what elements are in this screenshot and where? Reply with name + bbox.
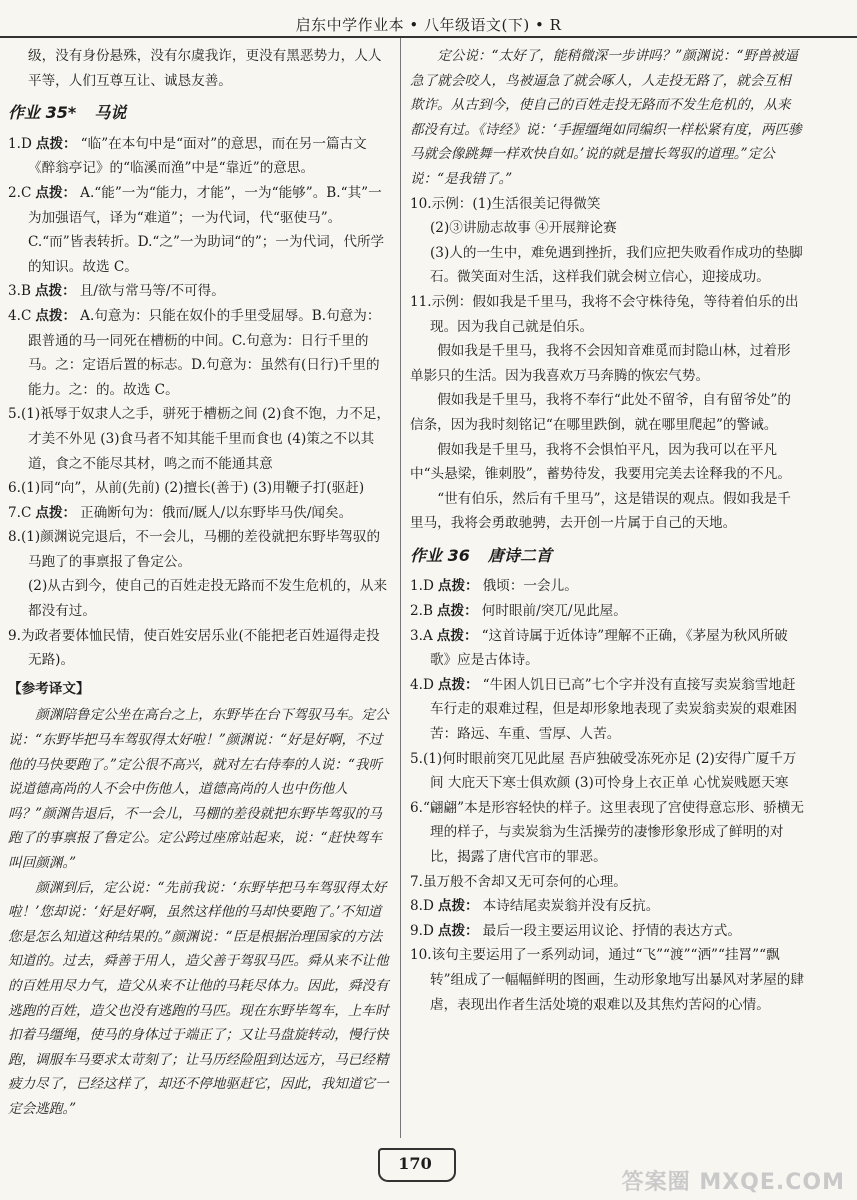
answer-text: 最后一段主要运用议论、抒情的表达方式。 (482, 922, 741, 939)
answer-item (410, 599, 804, 624)
answer-number: 3.B (8, 283, 31, 300)
answer-text: (3)人的一生中，难免遇到挫折，我们应把失败看作成功的垫脚石。微笑面对生活，这样我们就会树立信心，迎接成功。 (430, 244, 803, 286)
answer-text: 虽万般不舍却又无可奈何的心理。 (422, 873, 627, 890)
answer-item (410, 870, 804, 895)
answer-number: 9. (8, 627, 21, 644)
hint-label: 点拨： (35, 504, 77, 521)
answer-text: (1)祇辱于奴隶人之手，骈死于槽枥之间 (2)食不饱，力不足，才美不外见 (3)食马者不知其能千里而食也 (4)策之不以其道，食之不能尽其材，鸣之而不能通其意 (20, 406, 391, 472)
answer-text: (1)同“向”，从前(先前) (2)擅长(善于) (3)用鞭子打(驱赶) (20, 480, 365, 497)
left-column (8, 44, 392, 1134)
answer-item (410, 919, 804, 944)
section-35-answers-cont (410, 192, 804, 340)
page-number: 170 (398, 1154, 432, 1173)
answer-item (410, 747, 804, 796)
answer-item (410, 216, 804, 241)
answer-text: (2)从古到今，使自己的百姓走投无路而不发生危机的，从来都没有过。 (28, 578, 388, 620)
essay-paragraphs (410, 339, 804, 536)
answer-text: A.“能”一为“能力，才能”，一为“能够”。B.“其”一为加强语气，译为“难道”；一为代词，代“驱使马”。C.“而”皆表转折。D.“之”一为助词“的”；一为代词，代所学的知识。故选 C。 (28, 184, 385, 275)
answer-item (410, 673, 804, 747)
answer-number: 8.D (410, 898, 434, 915)
answer-number: 1.D (410, 578, 434, 595)
answer-text: 且/欲与常马等/不可得。 (79, 283, 225, 300)
answer-number: 7.C (8, 504, 32, 521)
column-divider (400, 38, 401, 1138)
answer-item (8, 279, 392, 304)
reference-translation (8, 703, 392, 1121)
answer-item (410, 241, 804, 290)
reference-translation-title: 【参考译文】 (8, 680, 90, 697)
section-35-title (8, 101, 392, 126)
answer-number: 8. (8, 529, 21, 546)
section-35-label: 作业 35* (8, 103, 77, 123)
answer-text: “牛困人饥日已高”七个字并没有直接写卖炭翁雪地赶车行走的艰难过程，但是却形象地表现了卖炭翁卖炭的艰难困苦：路远、车重、雪厚、人苦。 (430, 676, 798, 743)
section-36-name: 唐诗二首 (487, 545, 552, 565)
answer-text: “这首诗属于近体诗”理解不正确，《茅屋为秋风所破歌》应是古体诗。 (430, 627, 788, 669)
answer-item (8, 181, 392, 279)
header-title: 启东中学作业本 • 八年级语文(下) • R (295, 16, 562, 34)
answer-text: 正确断句为：俄而/厩人/以东野毕马佚/闻矣。 (80, 504, 353, 521)
answer-text: 俄顷：一会儿。 (482, 578, 578, 595)
hint-label: 点拨： (437, 898, 479, 915)
answer-number: 9.D (410, 922, 434, 939)
paragraph: 假如我是千里马，我将不奉行“此处不留爷，自有留爷处”的信条，因为我时刻铭记“在哪里跌倒，就在哪里爬起”的警诫。 (410, 392, 791, 433)
answer-text: 该句主要运用了一系列动词，通过“飞”“渡”“洒”“挂罥”“飘转”组成了一幅幅鲜明的图画，生动形象地写出暴风对茅屋的肆虐，表现出作者生活处境的艰难以及其焦灼苦闷的心情。 (430, 947, 804, 1013)
answer-text: A.句意为：只能在奴仆的手里受屈辱。B.句意为：跟普通的马一同死在槽枥的中间。C.句意为：日行千里的马。之：定语后置的标志。D.句意为：虽然有(日行)千里的能力。之：的。故选 C。 (28, 307, 381, 398)
answer-item (8, 304, 392, 402)
answer-text: 为政者要体恤民情，使百姓安居乐业(不能把老百姓逼得走投无路)。 (20, 627, 380, 669)
hint-label: 点拨： (437, 922, 479, 939)
hint-label: 点拨： (35, 184, 77, 201)
answer-item (410, 624, 804, 673)
answer-number: 11. (410, 293, 432, 310)
hint-label: 点拨： (436, 603, 478, 620)
answer-number: 2.B (410, 603, 433, 620)
paragraph: 假如我是千里马，我将不会惧怕平凡，因为我可以在平凡中“头悬梁，锥刺股”，蓄势待发，我要用完美去诠释我的不凡。 (410, 441, 791, 483)
answer-item (8, 476, 392, 501)
section-36-label: 作业 36 (410, 545, 470, 565)
hint-label: 点拨： (437, 578, 479, 595)
section-35-name: 马说 (94, 103, 127, 123)
answer-number: 10. (410, 195, 432, 212)
answer-item (410, 574, 804, 599)
answer-number: 5. (410, 750, 423, 767)
answer-item (8, 525, 392, 574)
answer-item (410, 290, 804, 339)
header-rule (0, 36, 857, 38)
page-header (0, 0, 857, 38)
answer-number: 4.C (8, 307, 32, 324)
answer-item (8, 402, 392, 476)
hint-label: 点拨： (437, 676, 479, 693)
answer-item (8, 132, 392, 181)
answer-item (410, 796, 804, 870)
answer-item (410, 943, 804, 1017)
answer-number: 1.D (8, 135, 32, 152)
intro-text: 级，没有身份悬殊，没有尔虞我诈，更没有黑恶势力，人人平等，人们互尊互让、诚恳友善。 (28, 48, 382, 89)
answer-text: (2)③讲励志故事 ④开展辩论赛 (430, 220, 617, 237)
page-number-badge (370, 1140, 460, 1182)
answer-item (8, 574, 392, 623)
translation-continued: 定公说：“太好了，能稍微深一步讲吗？”颜渊说：“野兽被逼急了就会咬人，鸟被逼急了就会啄人，人走投无路了，就会互相欺诈。从古到今，使自己的百姓走投无路而不发生危机的，从来都没有过。《诗经》说：‘手握缰绳如同编织一样松紧有度，两匹骖马就会像跳舞一样欢快自如。’说的就是擅长驾驭的道理。”定公说：“是我错了。” (410, 48, 802, 187)
section-35-answers (8, 132, 392, 673)
hint-label: 点拨： (34, 283, 76, 300)
answer-item (410, 894, 804, 919)
hint-label: 点拨： (35, 307, 77, 324)
answer-number: 10. (410, 947, 432, 964)
answer-text: 示例：假如我是千里马，我将不会守株待兔，等待着伯乐的出现。因为我自己就是伯乐。 (430, 293, 799, 335)
answer-number: 6. (8, 480, 21, 497)
answer-text: (1)何时眼前突兀见此屋 吾庐独破受冻死亦足 (2)安得广厦千万间 大庇天下寒士俱欢颜 (3)可怜身上衣正单 心忧炭贱愿天寒 (422, 750, 797, 792)
hint-label: 点拨： (35, 135, 77, 152)
answer-text: (1)颜渊说完退后，不一会儿，马棚的差役就把东野毕驾驭的马跑了的事禀报了鲁定公。 (20, 529, 381, 570)
right-column (410, 44, 804, 1134)
answer-text: 本诗结尾卖炭翁并没有反抗。 (482, 898, 660, 915)
answer-number: 3.A (410, 627, 433, 644)
answer-text: “临”在本句中是“面对”的意思，而在另一篇古文《醉翁亭记》的“临溪而渔”中是“靠近”的意思。 (28, 135, 367, 177)
answer-item (410, 192, 804, 217)
section-36-answers (410, 574, 804, 1017)
paragraph: 颜渊陪鲁定公坐在高台之上，东野毕在台下驾驭马车。定公说：“东野毕把马车驾驭得太好啦！”颜渊说：“好是好啊，不过他的马快要跑了。”定公很不高兴，就对左右侍奉的人说：“我听说道德高尚的人不会中伤他人，道德高尚的人也中伤他人吗？”颜渊告退后，不一会儿，马棚的差役就把东野毕驾驭的马跑了的事禀报了鲁定公。定公跨过座席站起来，说：“赶快驾车叫回颜渊。” (8, 707, 389, 871)
section-36-title (410, 544, 804, 569)
answer-item (8, 501, 392, 526)
paragraph: “世有伯乐，然后有千里马”，这是错误的观点。假如我是千里马，我将会勇敢驰骋，去开创一片属于自己的天地。 (410, 490, 791, 532)
watermark: 答案圈 MXQE.COM (621, 1170, 845, 1195)
answer-number: 6. (410, 799, 423, 816)
answer-number: 2.C (8, 184, 32, 201)
paragraph: 假如我是千里马，我将不会因知音难觅而封隐山林，过着形单影只的生活。因为我喜欢万马奔腾的恢宏气势。 (410, 343, 791, 384)
answer-number: 7. (410, 873, 423, 890)
paragraph: 颜渊到后，定公说：“先前我说：‘东野毕把马车驾驭得太好啦！’您却说：‘好是好啊，虽然这样他的马却快要跑了。’不知道您是怎么知道这种结果的。”颜渊说：“臣是根据治理国家的方法知道的。过去，舜善于用人，造父善于驾驭马匹。舜从来不让他的百姓用尽力气，造父从来不让他的马耗尽体力。因此，舜没有逃跑的百姓，造父也没有逃跑的马匹。现在东野毕驾车，上车时扣着马缰绳，使马的身体过于端正了；又让马盘旋转动，慢行快跑，调服车马要求太苛刻了；让马历经险阻到达远方，马已经精疲力尽了，已经这样了，却还不停地驱赶它，因此，我知道它一定会逃跑。” (8, 879, 389, 1117)
answer-number: 5. (8, 406, 21, 423)
hint-label: 点拨： (436, 627, 478, 644)
answer-number: 4.D (410, 676, 434, 693)
answer-text: 示例：(1)生活很美记得微笑 (431, 195, 601, 212)
answer-item (8, 624, 392, 673)
answer-text: 何时眼前/突兀/见此屋。 (481, 603, 627, 620)
answer-text: “翩翩”本是形容轻快的样子。这里表现了宫使得意忘形、骄横无理的样子，与卖炭翁为生活操劳的凄惨形象形成了鲜明的对比，揭露了唐代宫市的罪恶。 (422, 799, 804, 865)
